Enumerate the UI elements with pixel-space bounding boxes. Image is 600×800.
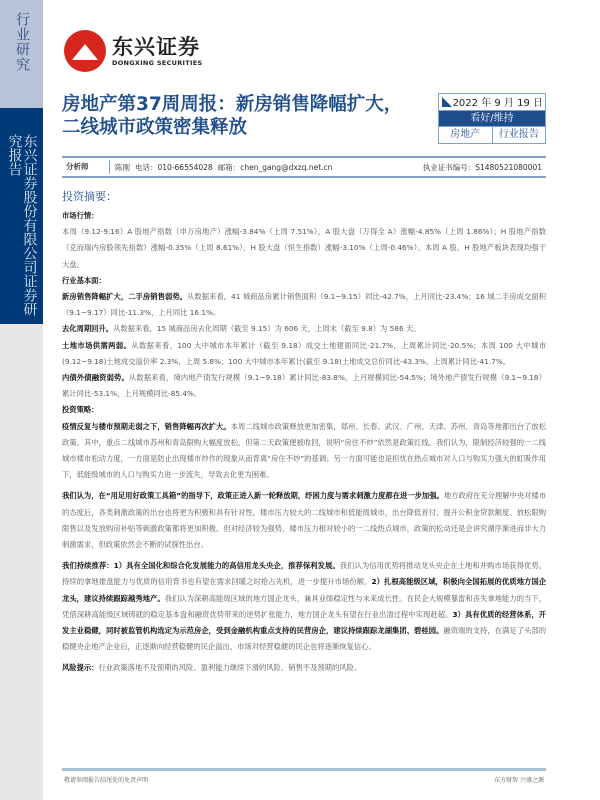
body: 地方政府在充分理解中央对楼市的态度后，各类刺激政策的出台也将更为积极和具有针对性。楼市压力较大的二线城市和低能级城市，出台降低首付、提升公积金贷款额度、放松限购限售以及发放购房补贴等刺激政策都将更加积极。但对经济较为强势、楼市压力相对较小的一二线热点城市，政策的松动还是会讲究循序渐进而非大力刺激需求，但政策依然会不断的试探性出台。 xyxy=(62,491,547,550)
lead: 我们持续推荐：1）具有全国化和综合化发展能力的高信用龙头央企，推荐保利发展。 xyxy=(62,561,340,571)
paragraph xyxy=(62,419,546,484)
sidebar-category xyxy=(0,0,43,108)
paragraph xyxy=(62,558,546,655)
body: 从数据来看，100 大中城市本年累计（截至 9.18）成交土地建面同比-21.7%，上周累计同比-20.5%；本周 100 大中城市(9.12~9.18)土地成交溢价率 2.3%，上周 5.8%；100 大中城市本年累计(截至 9.18)土地成交总价同比-43.3%，上周累计同比-41.7%。 xyxy=(62,340,546,366)
lead: 我们认为，在“用足用好政策工具箱”的指导下，政策正进入新一轮释放期，纾困力度与需求刺激力度都在进一步加强。 xyxy=(62,491,444,501)
paragraph xyxy=(62,488,546,553)
lead: 内债外债融资弱势。 xyxy=(62,373,129,383)
summary-content xyxy=(62,208,546,677)
footer-disclaimer: 敬请参阅报告结尾处的免责声明 xyxy=(64,777,149,784)
analyst-phone: 电话：010-66554028 xyxy=(135,162,213,172)
rating: 看好/维持 xyxy=(439,110,545,126)
sector: 房地产 xyxy=(450,129,481,140)
lead: 新房销售降幅扩大，二手房销售弱势。 xyxy=(62,292,188,302)
paragraph xyxy=(62,321,546,337)
lead: 去化周期回升。 xyxy=(62,324,114,334)
lead: 2）扎根高能级区域，积极向全国拓展的优质地方国企龙头，建议持续跟踪越秀地产。 xyxy=(62,577,547,603)
section-heading: 投资策略： xyxy=(62,405,99,415)
logo-icon xyxy=(64,30,106,72)
report-type: 行业报告 xyxy=(492,127,546,143)
report-info-box xyxy=(438,93,546,144)
logo-cn: 东兴证券 xyxy=(112,35,200,59)
lead: 风险提示： xyxy=(62,663,99,673)
category-label: 行业研究 xyxy=(14,12,30,72)
report-title xyxy=(62,93,402,139)
body: 我们认为信用优势将推动龙头央企在土地和并购市场获得优势，持续的拿地推盘能力与优质的信用背书也有望在需求回暖之时抢占先机，进一步提升市场份额。 xyxy=(62,561,546,587)
lead: 3）具有优质的经营体系，开发主业稳健，同时被监管机构选定为示范房企，受到金融机构重点支持的民营房企，建议持续跟踪龙湖集团、碧桂园。 xyxy=(62,609,547,636)
section-heading: 市场行情： xyxy=(62,211,99,220)
paragraph xyxy=(62,370,546,402)
body: 从数据来看，境内地产债发行规模（9.1~9.18）累计同比-83.8%，上月规模同比-54.5%；境外地产债发行规模（9.1~9.18）累计同比-53.1%，上月规模同比-85.4%。 xyxy=(62,373,546,399)
analyst-email[interactable]: 邮箱：chen_gang@dxzq.net.cn xyxy=(217,162,333,172)
paragraph xyxy=(62,338,546,370)
market-paragraph: 本周（9.12-9.16）A 股地产指数（申万房地产）涨幅-3.84%（上周 7.51%），A 股大盘（万得全 A）涨幅-4.85%（上周 1.86%）；H 股地产指数（克而瑞内房股领先指数）涨幅-0.35%（上周 8.61%），H 股大盘（恒生指数）涨幅-3.10%（上周-0.46%）。本周 A 股、H 股地产板块表现均强于大盘。 xyxy=(62,227,546,269)
analyst-bar xyxy=(62,156,546,178)
section-heading: 行业基本面： xyxy=(62,275,106,285)
title-line-2: 二线城市政策密集释放 xyxy=(62,117,248,138)
footer-divider xyxy=(62,768,546,771)
body: 行业政策落地不及预期的风险、盈利能力继续下滑的风险、销售不及预期的风险。 xyxy=(98,663,362,673)
logo-en: DONGXING SECURITIES xyxy=(112,59,203,67)
company-label: 东兴证券股份有限公司证券研究报告 xyxy=(6,134,38,316)
body: 融资端的支持，在满足了头部的稳健央企地产企业后，正逐渐向经营稳健的民企溢出，市场对经营稳健的民企也将逐渐恢复信心。 xyxy=(62,626,546,652)
analyst-label: 分析师 xyxy=(62,160,110,174)
title-line-1: 房地产第37周周报：新房销售降幅扩大， xyxy=(62,94,403,115)
analyst-name: 陈刚 xyxy=(115,162,130,172)
footer-slogan: 东方财智 兴盛之源 xyxy=(494,777,544,784)
lead: 土地市场供需两弱。 xyxy=(62,340,132,350)
paragraph xyxy=(62,289,546,321)
lead: 疫情反复与楼市预期走弱之下，销售降幅再次扩大。 xyxy=(62,421,231,431)
company-logo xyxy=(64,30,202,72)
body: 我们认为深耕高能级区域的地方国企龙头，兼具业绩稳定性与未来成长性。在民企大规模暴雷和丧失拿地能力的当下，凭借深耕高能级区域铸就的稳定基本盘和融资优势带来的逆势扩张能力，地方国企龙头有望在行业出清过程中实现赶超。 xyxy=(62,593,547,619)
body: 从数据来看，15 城商品房去化周期（截至 9.15）为 606 天，上周末（截至 9.8）为 586 天。 xyxy=(113,324,421,334)
body: 从数据来看，41 城商品房累计销售面积（9.1~9.15）同比-42.7%，上月同比-23.4%；16 城二手房成交面积（9.1~9.17）同比-11.3%，上月同比 16.1%。 xyxy=(62,292,546,318)
sidebar-company xyxy=(0,108,43,324)
sidebar-filler xyxy=(0,324,43,800)
report-date: 2022 年 9 月 19 日 xyxy=(439,94,545,110)
summary-heading: 投资摘要： xyxy=(62,190,117,203)
analyst-cert: 执业证书编号：S1480521080001 xyxy=(422,162,542,172)
risk-paragraph xyxy=(62,660,546,676)
body: 本周二线城市政策释放更加密集，郑州、长春、武汉、广州、天津、苏州、青岛等地都出台了放松政策。其中，重点二线城市苏州和青岛限购大幅度放松，但第二天政策便被收回，说明“房住不炒”依然是政策红线。我们认为，限制经济较强的一二线城市楼市松动力度，一方面是防止出现楼市炒作的现象从而背离“房住不炒”的基调；另一方面可能也是担忧在热点城市对人口与购买力强大的虹吸作用下，低能级城市的人口与购买力进一步流失，导致去化更为困难。 xyxy=(62,421,547,480)
